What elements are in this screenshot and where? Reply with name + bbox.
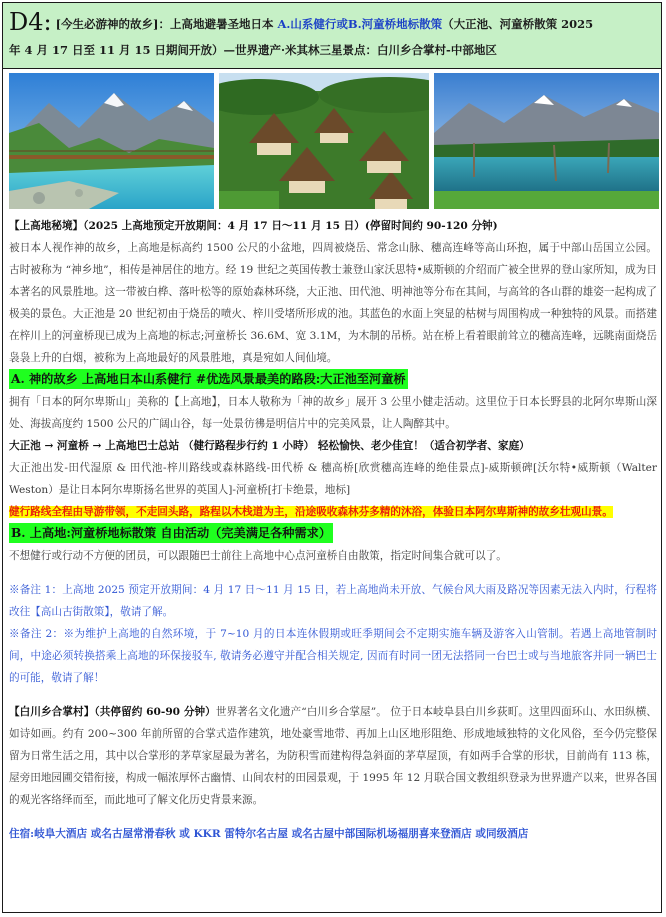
kamikochi-section-title: 【上高地秘境】（2025 上高地预定开放期间：4 月 17 日～11 月 15 日）(停留时间约 90-120 分钟) — [9, 220, 498, 232]
day-header — [3, 3, 661, 69]
option-b-description: 不想健行或行动不方便的团员，可以跟随巴士前往上高地中心点河童桥自由散策，指定时间集合就可以了。 — [9, 550, 507, 562]
option-a-description: 拥有「日本的阿尔卑斯山」美称的【上高地】，日本人敬称为「神的故乡」展开 3 公里小健走活动。这里位于日本长野县的北阿尔卑斯山深处、海拔高度约 1500 公尺的广阔山谷，每一处景彷彿是明信片中的完美风景，让人陶醉其中。 — [9, 396, 657, 430]
option-b-title: B. 上高地:河童桥地标散策 自由活动（完美满足各种需求） — [9, 523, 333, 543]
header-options: A.山系健行或B.河童桥地标散策 — [277, 17, 443, 31]
day-label: D4: — [9, 8, 52, 36]
shirakawa-description: 世界著名文化遗产“白川乡合掌屋”。 位于日本岐阜县白川乡荻町。这里四面环山、水田纵横、如诗如画。约有 200~300 年前所留的合掌式造作建筑，地处豪雪地带、再加上山区地形阻绝、形成地域独特的文化风俗，至今仍完整保留为日常生活之用，其中以合掌形的茅草家屋最为著名，为防积雪而建构得急斜面的茅草屋顶，有如两手合掌的形状，目前尚有 113 栋，屋旁田地园圃交错衔接，构成一幅浓厚怀古幽情、山间农村的田园景观，于 1995 年 12 月联合国文教组织登录为世界遗产以来，世界各国的观光客络绎而至，而此地可了解文化历史背景来源。 — [9, 706, 657, 806]
kamikochi-description: 被日本人视作神的故乡，上高地是标高约 1500 公尺的小盆地，四周被烧岳、常念山脉、穗高连峰等高山环抱，属于中部山岳国立公园。古时被称为 “神乡地”，相传是神居住的地方。经 19 世纪之英国传教士兼登山家沃思特•威斯顿的介绍而广被全世界的登山家所知，成为日本著名的风景胜地。这一带被白桦、落叶松等的原始森林环绕，大正池、田代池、明神池等分布在其间，与高耸的各山群的雄姿一起构成了极美的景色。大正池是 20 世纪初由于烧岳的喷火、梓川受堵所形成的池。其蓝色的水面上突显的枯树与周围构成一种独特的风景。而搭建在梓川上的河童桥现已成为上高地的标志;河童桥长 36.6M、宽 3.1M，为木制的吊桥。站在桥上看着眼前耸立的穗高连峰，远眺南面烧岳袅袅上升的白烟，被称为上高地最好的风景胜地，真是宛如人间仙境。 — [9, 242, 657, 364]
kamikochi-bridge-photo — [9, 73, 214, 209]
shirakawa-section-title: 【白川乡合掌村】（共停留约 60-90 分钟） — [9, 706, 216, 718]
option-a-route-details: 大正池出发-田代湿原 & 田代池-梓川路线或森林路线-田代桥 & 穗高桥[欣赏穗高连峰的绝佳景点]-威斯顿碑[沃尔特•威斯顿（Walter Weston）是让日本阿尔卑斯扬名世界的英国人]-河童桥[打卡绝景，地标] — [9, 462, 657, 496]
header-dates-start: （大正池、河童桥散策 2025 — [442, 17, 594, 31]
lodging-info: 住宿:岐阜大酒店 或名古屋常滑春秋 或 KKR 雷特尔名古屋 或名古屋中部国际机场福朋喜来登酒店 或同级酒店 — [9, 828, 529, 840]
shirakawago-village-photo — [219, 73, 429, 209]
taisho-pond-photo — [434, 73, 659, 209]
thatched-village-scene-icon — [219, 73, 429, 209]
header-title: [今生必游神的故乡]：上高地避暑圣地日本 — [55, 17, 278, 31]
note-1: ※备注 1：上高地 2025 预定开放期间：4 月 17 日～11 月 15 日，若上高地尚未开放、气候台风大雨及路况等因素无法入内时，行程将改往【高山古街散策】，敬请了解。 — [9, 584, 657, 618]
option-a-route: 大正池 → 河童桥 → 上高地巴士总站 （健行路程步行约 1 小時） 轻松愉快、老少佳宜！（适合初学者、家庭） — [9, 440, 530, 452]
itinerary-page — [2, 2, 662, 913]
option-a-title: A. 神的故乡 上高地日本山系健行 #优选风景最美的路段:大正池至河童桥 — [9, 369, 408, 389]
option-a-highlight: 健行路线全程由导游带领，不走回头路，路程以木栈道为主，沿途吸收森林芬多精的沐浴，体验日本阿尔卑斯神的故乡壮观山景。 — [9, 506, 613, 518]
header-line-2: 年 4 月 17 日至 11 月 15 日期间开放）—世界遗产·米其林三星景点：白川乡合掌村-中部地区 — [9, 43, 497, 57]
header-line-1 — [9, 9, 655, 37]
itinerary-content — [9, 215, 657, 845]
note-2: ※备注 2：※为维护上高地的自然环境，于 7~10 月的日本连休假期或旺季期间会不定期实施车辆及游客入山管制。若遇上高地管制时间，中途必须转换搭乘上高地的环保接驳车, 敬请务必遵守并配合相关规定, 因而有时同一团无法搭同一台巴士或与当地旅客并同一辆巴士的可能，敬请了解！ — [9, 628, 657, 684]
photo-strip — [9, 73, 659, 209]
river-mountain-scene-icon — [9, 73, 214, 209]
alpine-lake-scene-icon — [434, 73, 659, 209]
